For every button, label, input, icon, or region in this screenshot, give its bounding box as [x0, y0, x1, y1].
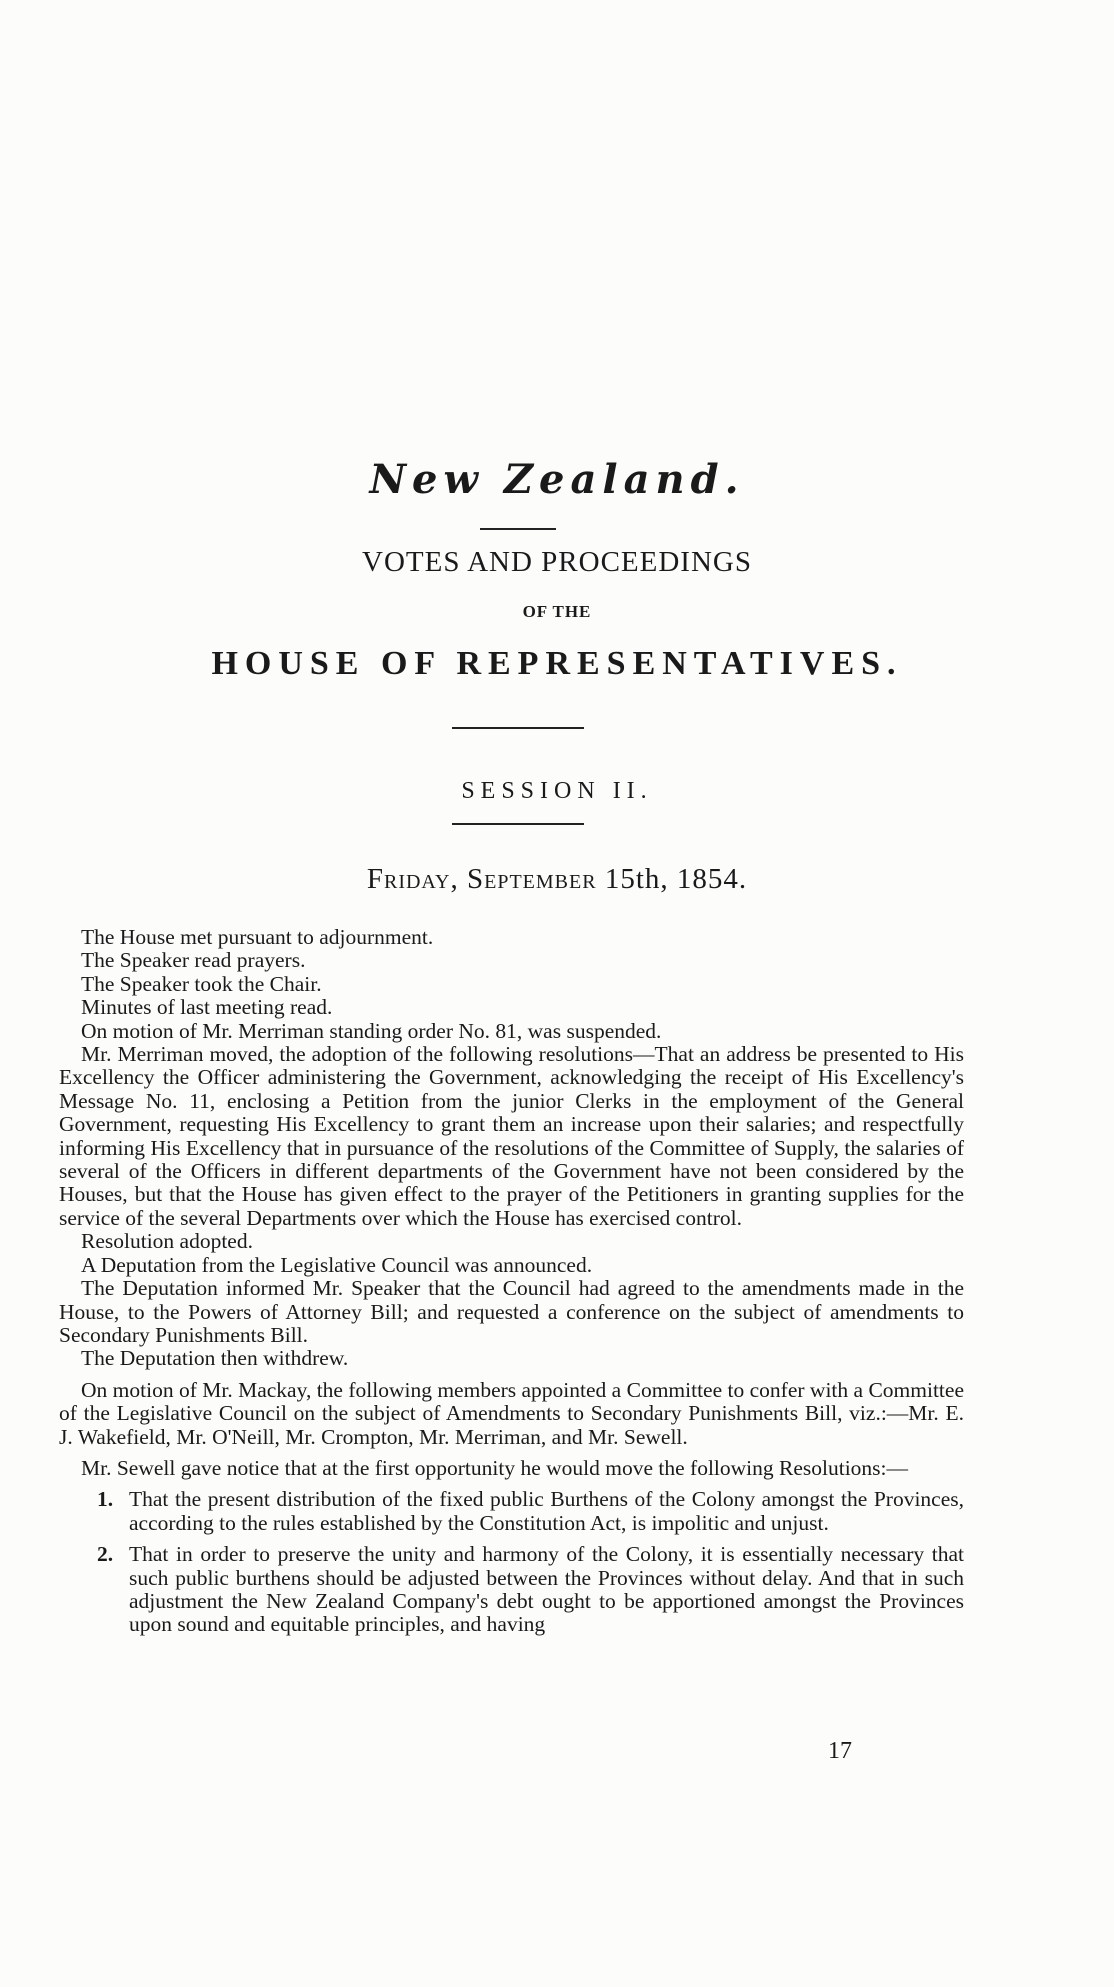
paragraph: The Deputation informed Mr. Speaker that the Council had agreed to the amendments made in the House, to the Powers of Attorney Bill; and requested a conference on the subject of amendments to Secondary Punishments Bill. [59, 1276, 964, 1347]
resolutions-list [59, 1488, 964, 1636]
proceedings-body [59, 926, 964, 1637]
paragraph: Resolution adopted. [81, 1229, 253, 1254]
paragraph: The Deputation then withdrew. [81, 1346, 349, 1371]
paragraph: Mr. Sewell gave notice that at the first opportunity he would move the following Resolutions:— [81, 1455, 909, 1480]
resolution-item [59, 1488, 964, 1535]
title-rule [480, 528, 556, 530]
house-title: HOUSE OF REPRESENTATIVES. [211, 645, 903, 682]
date-day: Friday, [366, 863, 459, 895]
date-rest: 15th, 1854. [604, 863, 748, 895]
paragraph: Mr. Merriman moved, the adoption of the following resolutions—That an address be presented to His Excellency the Officer administering the Government, acknowledging the receipt of His Excellency's Message No. 11, enclosing a Petition from the junior Clerks in the employment of the General Government, requesting His Excellency to grant them an increase upon their salaries; and respectfully informing His Excellency that in pursuance of the resolutions of the Committee of Supply, the salaries of several of the Officers in different departments of the Government have not been considered by the Houses, but that the House has given effect to the prayer of the Petitioners in granting supplies for the service of the several Departments over which the House has exercised control. [59, 1042, 964, 1230]
resolution-number: 1. [97, 1487, 114, 1512]
session-rule-bottom [452, 823, 584, 825]
paragraph: The Speaker read prayers. [81, 948, 306, 973]
paragraph: On motion of Mr. Merriman standing order No. 81, was suspended. [81, 1018, 662, 1043]
resolution-number: 2. [97, 1542, 114, 1567]
paragraph: The Speaker took the Chair. [81, 971, 322, 996]
session-label: SESSION II. [461, 778, 653, 804]
votes-title: VOTES AND PROCEEDINGS [362, 546, 752, 578]
session-rule-top [452, 727, 584, 729]
resolution-text: That in order to preserve the unity and harmony of the Colony, it is essentially necessary that such public burthens should be adjusted between the Provinces without delay. And that in such adjustment the New Zealand Company's debt ought to be apportioned amongst the Provinces upon sound and equitable principles, and having [129, 1542, 964, 1637]
paragraph: Minutes of last meeting read. [81, 995, 333, 1020]
paragraph: A Deputation from the Legislative Council was announced. [81, 1252, 593, 1277]
blackletter-title: New Zealand. [369, 456, 745, 503]
of-the-line: OF THE [522, 602, 592, 621]
date-month: September [466, 863, 597, 895]
dateline [0, 863, 1114, 896]
paragraph: The House met pursuant to adjournment. [81, 925, 434, 949]
page-number: 17 [828, 1738, 852, 1764]
paragraph: On motion of Mr. Mackay, the following members appointed a Committee to confer with a Committee of the Legislative Council on the subject of Amendments to Secondary Punishments Bill, viz.:—Mr. E. J. Wakefield, Mr. O'Neill, Mr. Crompton, Mr. Merriman, and Mr. Sewell. [59, 1377, 964, 1449]
resolution-text: That the present distribution of the fixed public Burthens of the Colony amongst the Provinces, according to the rules established by the Constitution Act, is impolitic and unjust. [129, 1487, 964, 1535]
resolution-item [59, 1543, 964, 1637]
